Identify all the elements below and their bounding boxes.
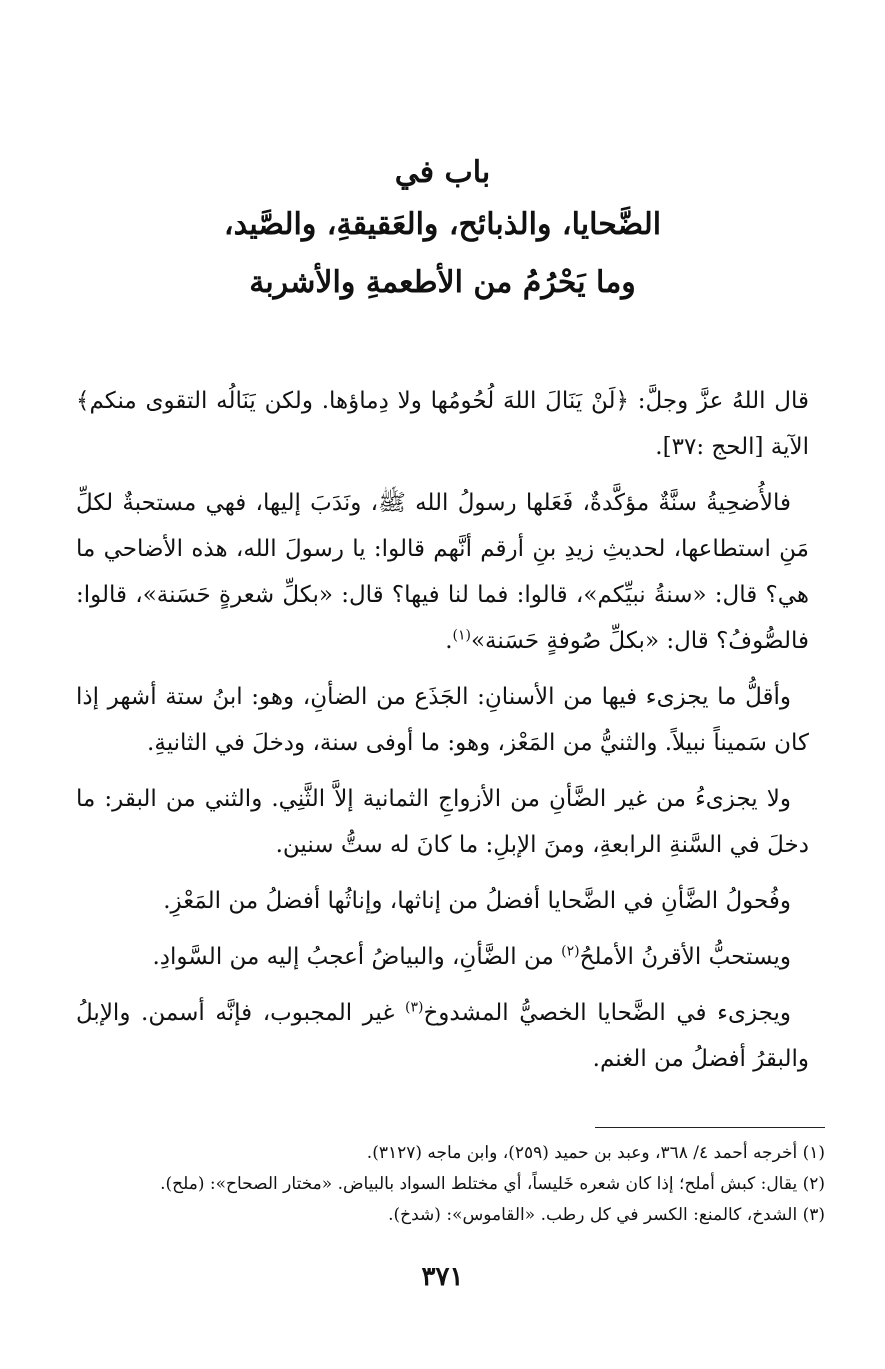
footnote-1: (١) أخرجه أحمد ٤/ ٣٦٨، وعبد بن حميد (٢٥٩)، وابن ماجه (٣١٢٧).	[366, 1143, 825, 1163]
heading-line-1: باب في	[394, 155, 491, 190]
paragraph-text: ويستحبُّ الأقرنُ الأملحُ	[579, 944, 791, 970]
heading-line-3: وما يَحْرُمُ من الأطعمةِ والأشربة	[249, 265, 636, 300]
footnotes	[60, 1138, 825, 1231]
heading-line-2: الضَّحايا، والذبائح، والعَقيقةِ، والصَّيد،	[223, 207, 662, 242]
page-number: ٣٧١	[421, 1262, 464, 1292]
paragraph	[76, 990, 809, 1082]
paragraph: وأقلُّ ما يجزىء فيها من الأسنانِ: الجَذَع من الضأنِ، وهو: ابنُ ستة أشهر إذا كان سَميناً نبيلاً. والثنيُّ من المَعْز، وهو: ما أوفى سنة، ودخلَ في الثانيةِ.	[76, 684, 809, 756]
paragraph: وفُحولُ الضَّأنِ في الضَّحايا أفضلُ من إناثها، وإناثُها أفضلُ من المَعْزِ.	[163, 888, 791, 914]
footnote-divider	[595, 1127, 825, 1128]
chapter-heading	[60, 150, 825, 312]
paragraph-text: غير المجبوب، فإنَّه أسمن. والإبلُ والبقرُ أفضلُ من الغنم.	[76, 1000, 809, 1072]
paragraph: فالأُضحِيةُ سنَّةٌ مؤكَّدةٌ، فَعَلها رسولُ الله ﷺ، ونَدَبَ إليها، فهي مستحبةٌ لكلِّ مَنِ استطاعها، لحديثِ زيدِ بنِ أرقم أنَّهم قالوا: يا رسولَ الله، هذه الأضاحي ما هي؟ قال: «سنةُ نبيِّكم»، قالوا: فما لنا فيها؟ قال: «بكلِّ شعرةٍ حَسَنة»، قالوا: فالصُّوفُ؟ قال: «بكلِّ صُوفةٍ حَسَنة»$^{(١)}$.	[76, 490, 809, 654]
footnote-ref: (٢)	[561, 943, 580, 960]
footnote-3: (٣) الشدخ، كالمنع: الكسر في كل رطب. «القاموس»: (شدخ).	[388, 1205, 825, 1225]
paragraph: قال اللهُ عزَّ وجلَّ: ﴿لَنْ يَنَالَ اللهَ لُحُومُها ولا دِماؤها. ولكن يَنَالُه التقوى منكم﴾ الآية [الحج :٣٧].	[76, 388, 809, 460]
footnote-ref: (١)	[452, 627, 471, 644]
paragraph: ولا يجزىءُ من غير الضَّأنِ من الأزواجِ الثمانية إلاَّ الثَّنِي. والثني من البقر: ما دخلَ في السَّنةِ الرابعةِ، ومنَ الإبلِ: ما كانَ له ستُّ سنين.	[76, 786, 809, 858]
paragraph-text: من الضَّأنِ، والبياضُ أعجبُ إليه من السَّوادِ.	[152, 944, 554, 970]
paragraph-text: فالأُضحِيةُ سنَّةٌ مؤكَّدةٌ، فَعَلها رسولُ الله ﷺ، ونَدَبَ إليها، فهي مستحبةٌ لكلِّ مَنِ استطاعها، لحديثِ زيدِ بنِ أرقم أنَّهم قالوا: يا رسولَ الله، هذه الأضاحي ما هي؟ قال: «سنةُ نبيِّكم»، قالوا: فما لنا فيها؟ قال: «بكلِّ شعرةٍ حَسَنة»، قالوا: فالصُّوفُ؟ قال: «بكلِّ صُوفةٍ حَسَنة»	[76, 490, 809, 654]
paragraph	[76, 934, 809, 980]
paragraph-text: ويجزىء في الضَّحايا الخصيُّ المشدوخ	[423, 1000, 791, 1026]
footnote-ref: (٣)	[404, 999, 424, 1016]
footnote-2: (٢) يقال: كبش أملح؛ إذا كان شعره خَليساً، أي مختلط السواد بالبياض. «مختار الصحاح»: (ملح).	[160, 1174, 825, 1194]
body-text	[76, 378, 809, 1092]
